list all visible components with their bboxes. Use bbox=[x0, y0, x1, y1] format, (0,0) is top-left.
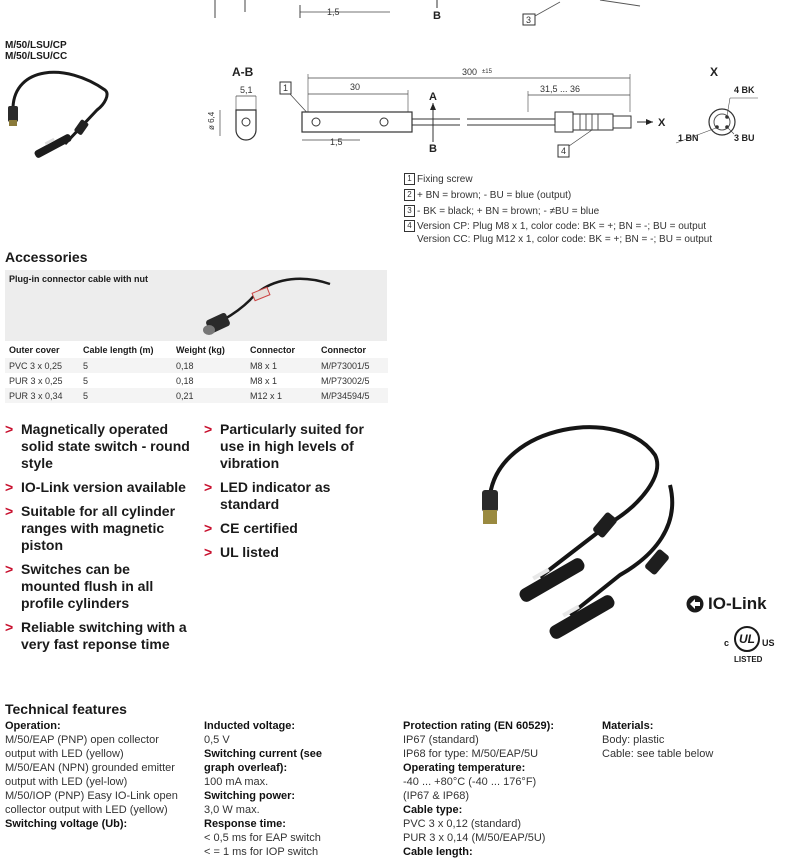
features-right bbox=[204, 421, 384, 568]
feature-item: > Suitable for all cylinder ranges with magnetic piston bbox=[5, 503, 176, 553]
table-row: PVC 3 x 0,25 5 0,18 M8 x 1 M/P73001/5 bbox=[5, 358, 388, 373]
section-title: A-B bbox=[232, 65, 254, 79]
ul-icon: UL bbox=[734, 626, 760, 652]
section-a-label: A bbox=[429, 91, 437, 103]
product-photo-large bbox=[470, 415, 680, 645]
column-header: Weight (kg) bbox=[176, 344, 225, 355]
pin-3-label: 3 BU bbox=[734, 133, 755, 143]
column-header: Outer cover bbox=[9, 344, 60, 355]
table-row: PUR 3 x 0,25 5 0,18 M8 x 1 M/P73002/5 bbox=[5, 373, 388, 388]
model-name-cc: M/50/LSU/CC bbox=[5, 51, 68, 62]
feature-item: > Magnetically operated solid state switch - round style bbox=[5, 421, 190, 471]
table-header-row bbox=[5, 341, 388, 358]
total-length-label: 300 bbox=[462, 67, 478, 77]
feature-item: > Particularly suited for use in high levels of vibration bbox=[204, 421, 364, 471]
product-photo-small bbox=[5, 62, 115, 167]
cable-photo bbox=[195, 272, 335, 340]
ul-listed-logo: c UL US LISTED bbox=[722, 624, 782, 666]
legend-item: 3 - BK = black; + BN = brown; - ≠BU = blue bbox=[404, 204, 712, 220]
table-row: PUR 3 x 0,34 5 0,21 M12 x 1 M/P34594/5 bbox=[5, 388, 388, 403]
legend-item-extra: Version CC: Plug M12 x 1, color code: BK = +; BN = -; BU = output bbox=[417, 234, 713, 245]
column-header: Cable length (m) bbox=[83, 344, 154, 355]
diameter-label: ø 6,4 bbox=[207, 111, 216, 130]
plug-length-label: 31,5 ... 36 bbox=[540, 84, 581, 94]
iolink-icon bbox=[686, 595, 704, 613]
plug-body bbox=[555, 112, 573, 132]
feature-item: > CE certified bbox=[204, 520, 298, 536]
technical-features-heading: Technical features bbox=[5, 701, 127, 717]
pin-4-label: 4 BK bbox=[734, 85, 755, 95]
accessories-box bbox=[5, 270, 387, 341]
feature-item: > IO-Link version available bbox=[5, 479, 186, 495]
svg-text:1: 1 bbox=[283, 83, 289, 93]
iolink-label: IO-Link bbox=[708, 594, 767, 613]
section-b-label: B bbox=[429, 143, 437, 155]
top-dim-label: 1,5 bbox=[327, 7, 340, 17]
accessories-heading: Accessories bbox=[5, 249, 88, 265]
svg-text:±15: ±15 bbox=[482, 69, 492, 75]
tech-column-2: Inducted voltage: 0,5 V Switching current (see graph overleaf): 100 mA max. Switching power: 3,0 W max. Response time: < 0,5 ms for EAP switch < = 1 ms for IOP switch bbox=[204, 720, 322, 858]
legend-item: 2 + BN = brown; - BU = blue (output) bbox=[404, 188, 712, 204]
svg-text:3: 3 bbox=[526, 15, 532, 25]
small-dim-label: 1,5 bbox=[330, 137, 343, 147]
column-header: Connector bbox=[250, 344, 295, 355]
column-header: Connector bbox=[321, 344, 366, 355]
feature-item: > UL listed bbox=[204, 544, 279, 560]
drawing-legend bbox=[404, 172, 712, 246]
legend-item: 4 Version CP: Plug M8 x 1, color code: BK = +; BN = -; BU = output bbox=[404, 220, 712, 233]
sensor-body bbox=[302, 112, 412, 132]
feature-item: > Switches can be mounted flush in all profile cylinders bbox=[5, 561, 154, 611]
tech-column-3: Protection rating (EN 60529): IP67 (standard) IP68 for type: M/50/EAP/5U Operating temperature: -40 ... +80°C (-40 ... 176°F) (IP67 & IP68) Cable type: PVC 3 x 0,12 (standard) PUR 3 x 0,14 (M/50/EAP/5U) Cable length: bbox=[403, 720, 554, 858]
features-left bbox=[5, 421, 190, 660]
top-drawing-fragment bbox=[0, 0, 790, 30]
body-length-label: 30 bbox=[350, 82, 361, 92]
svg-text:4: 4 bbox=[561, 146, 567, 156]
pin-1-label: 1 BN bbox=[678, 133, 699, 143]
feature-item: > Reliable switching with a very fast reponse time bbox=[5, 619, 187, 652]
x-view-title: X bbox=[710, 65, 719, 79]
top-section-b: B bbox=[433, 10, 441, 22]
tech-column-1: Operation: M/50/EAP (PNP) open collector output with LED (yellow) M/50/EAN (NPN) grounded emitter output with LED (yel-low) M/50/IOP (PNP) Easy IO-Link open collector output with LED (yellow) Switching voltage (Ub): bbox=[5, 720, 178, 830]
accessory-title: Plug-in connector cable with nut bbox=[9, 274, 149, 284]
dimension-drawing bbox=[200, 60, 790, 170]
legend-item: 1 Fixing screw bbox=[404, 172, 712, 188]
view-x-label: X bbox=[658, 117, 666, 129]
tech-column-4: Materials: Body: plastic Cable: see table below bbox=[602, 720, 714, 760]
iolink-logo bbox=[686, 594, 767, 614]
model-name-cp: M/50/LSU/CP bbox=[5, 40, 67, 51]
width-label: 5,1 bbox=[240, 85, 253, 95]
feature-item: > LED indicator as standard bbox=[204, 479, 331, 512]
accessories-table bbox=[5, 341, 388, 403]
